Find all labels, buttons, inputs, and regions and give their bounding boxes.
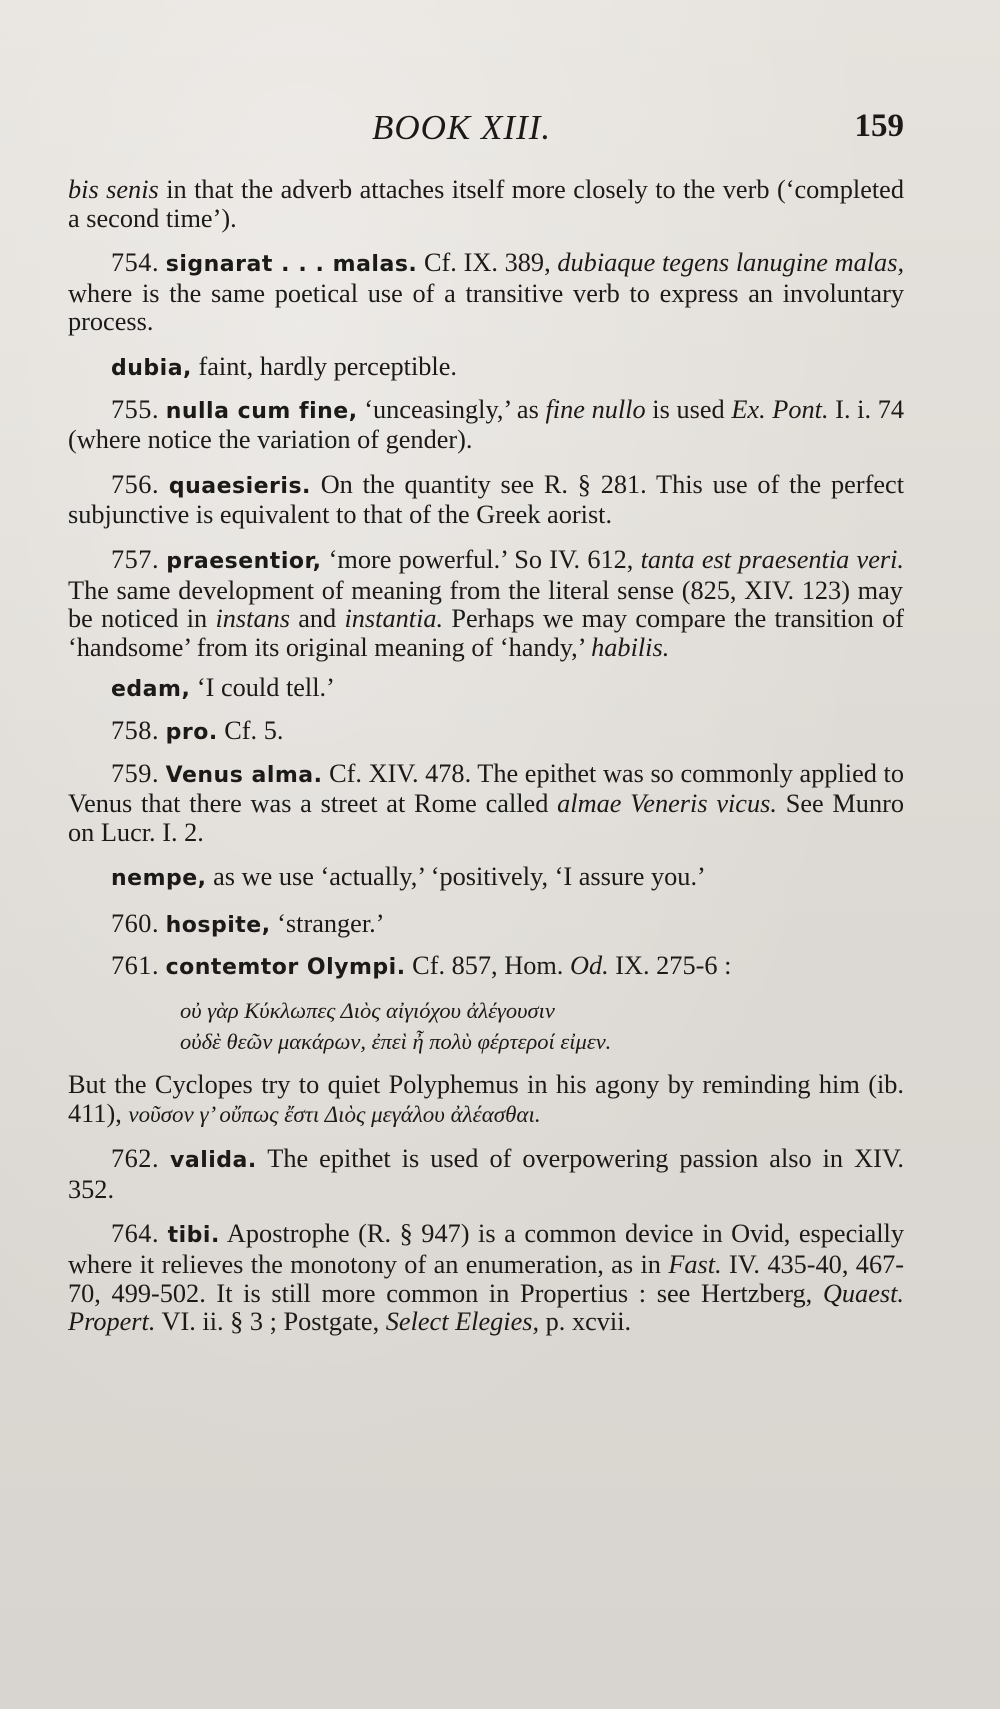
note-cyclopes: But the Cyclopes try to quiet Polyphemus in his agony by reminding him (ib. 411), νοῦσον γ’ οὔπως ἔστι Διὸς μεγάλου ἀλέασθαι.	[68, 1070, 904, 1128]
lemma: nempe,	[111, 866, 207, 892]
line-number: 757.	[111, 544, 160, 574]
lemma: edam,	[111, 677, 191, 703]
greek-verse-line: οὐ γὰρ Κύκλωπες Διὸς αἰγιόχου ἀλέγουσιν	[180, 998, 555, 1024]
note-761: 761. contemtor Olympi. Cf. 857, Hom. Od. IX. 275-6 :	[111, 951, 732, 981]
note-764: 764. tibi. Apostrophe (R. § 947) is a common device in Ovid, especially where it relieves the monotony of an enumeration, as in Fast. IV. 435-40, 467-70, 499-502. It is still more common in Propertius : see Hertzberg, Quaest. Propert. VI. ii. § 3 ; Postgate, Select Elegies, p. xcvii.	[68, 1219, 905, 1337]
running-header	[0, 108, 1000, 154]
note-757: 757. praesentior, ‘more powerful.’ So IV. 612, tanta est praesentia veri. The same development of meaning from the literal sense (825, XIV. 123) may be noticed in instans and instantia. Perhaps we may compare the transition of ‘handsome’ from its original meaning of ‘handy,’ habilis.	[68, 544, 904, 662]
note-755: 755. nulla cum fine, ‘unceasingly,’ as fine nullo is used Ex. Pont. I. i. 74 (where notice the variation of gender).	[68, 394, 904, 455]
lemma: nulla cum fine,	[165, 398, 358, 424]
line-number: 761.	[111, 951, 160, 981]
note-edam: edam, ‘I could tell.’	[111, 673, 335, 703]
note-756: 756. quaesieris. On the quantity see R. § 281. This use of the perfect subjunctive is equivalent to that of the Greek aorist.	[68, 469, 905, 530]
greek-verse-line: οὐδὲ θεῶν μακάρων, ἐπεὶ ἦ πολὺ φέρτεροί εἰμεν.	[180, 1029, 612, 1055]
page-number: 159	[854, 108, 904, 144]
lemma: pro.	[165, 719, 218, 745]
lemma: Venus alma.	[165, 762, 323, 788]
line-number: 758.	[111, 715, 160, 745]
lemma: valida.	[170, 1148, 257, 1174]
line-number: 754.	[111, 248, 160, 278]
lemma: contemtor Olympi.	[165, 955, 406, 981]
note-762: 762. valida. The epithet is used of overpowering passion also in XIV. 352.	[68, 1144, 905, 1204]
line-number: 755.	[111, 394, 160, 424]
commentary-body	[68, 176, 904, 1353]
note-754: 754. signarat . . . malas. Cf. IX. 389, dubiaque tegens lanugine malas, where is the same poetical use of a transitive verb to express an involuntary process.	[68, 248, 905, 337]
lemma: praesentior,	[166, 548, 322, 574]
lemma: dubia,	[111, 355, 192, 381]
line-number: 760.	[111, 908, 160, 938]
running-title: BOOK XIII.	[372, 108, 552, 147]
lemma: quaesieris.	[168, 473, 311, 499]
line-number: 759.	[111, 758, 160, 788]
greek-inline: νοῦσον γ’ οὔπως ἔστι Διὸς μεγάλου ἀλέασθαι.	[128, 1101, 541, 1127]
note-nempe: nempe, as we use ‘actually,’ ‘positively, ‘I assure you.’	[111, 862, 706, 892]
line-number: 762.	[111, 1144, 160, 1174]
greek-quotation	[180, 995, 904, 1057]
note-758: 758. pro. Cf. 5.	[111, 715, 284, 745]
note-760: 760. hospite, ‘stranger.’	[111, 908, 385, 938]
line-number: 764.	[111, 1219, 160, 1249]
line-number: 756.	[111, 469, 160, 499]
note-continuation: bis senis in that the adverb attaches itself more closely to the verb (‘completed a second time’).	[68, 175, 904, 233]
lemma: signarat . . . malas.	[165, 252, 418, 278]
note-dubia: dubia, faint, hardly perceptible.	[111, 351, 457, 381]
note-759: 759. Venus alma. Cf. XIV. 478. The epithet was so commonly applied to Venus that there was a street at Rome called almae Veneris vicus. See Munro on Lucr. I. 2.	[68, 758, 904, 847]
lemma: hospite,	[165, 912, 271, 938]
lemma: tibi.	[167, 1223, 220, 1249]
